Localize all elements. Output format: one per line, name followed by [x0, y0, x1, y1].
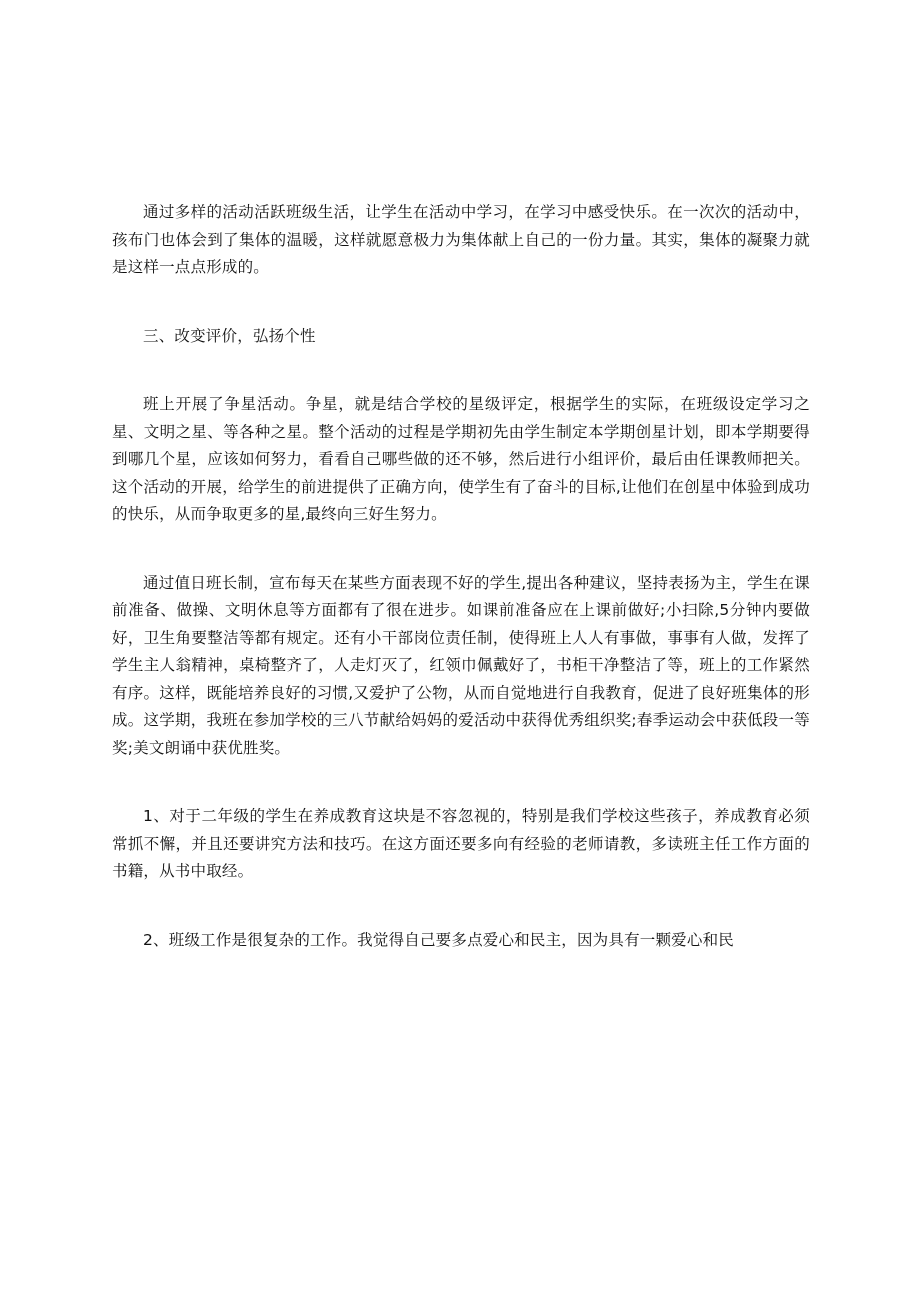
section-heading-evaluation: 三、改变评价，弘扬个性: [143, 326, 316, 345]
paragraph-point-1: 1、对于二年级的学生在养成教育这块是不容忽视的，特别是我们学校这些孩子，养成教育必须常抓不懈，并且还要讲究方法和技巧。在这方面还要多向有经验的老师请教，多读班主任工作方面的书籍，从书中取经。: [112, 807, 810, 880]
paragraph-activities: 通过多样的活动活跃班级生活，让学生在活动中学习，在学习中感受快乐。在一次次的活动中，孩布门也体会到了集体的温暖，这样就愿意极力为集体献上自己的一份力量。其实，集体的凝聚力就是这样一点点形成的。: [112, 203, 810, 276]
paragraph-star-activity: 班上开展了争星活动。争星，就是结合学校的星级评定，根据学生的实际，在班级设定学习之星、文明之星、等各种之星。整个活动的过程是学期初先由学生制定本学期创星计划，即本学期要得到哪几个星，应该如何努力，看看自己哪些做的还不够，然后进行小组评价，最后由任课教师把关。这个活动的开展，给学生的前进提供了正确方向，使学生有了奋斗的目标,让他们在创星中体验到成功的快乐，从而争取更多的星,最终向三好生努力。: [112, 395, 810, 523]
document-body: [112, 199, 810, 995]
paragraph-point-2: 2、班级工作是很复杂的工作。我觉得自己要多点爱心和民主，因为具有一颗爱心和民: [143, 930, 734, 949]
paragraph-duty-monitor: 通过值日班长制，宣布每天在某些方面表现不好的学生,提出各种建议，坚持表扬为主，学生在课前准备、做操、文明休息等方面都有了很在进步。如课前准备应在上课前做好;小扫除,5分钟内要做好，卫生角要整洁等都有规定。还有小干部岗位责任制，使得班上人人有事做，事事有人做，发挥了学生主人翁精神，桌椅整齐了，人走灯灭了，红领巾佩戴好了，书柜干净整洁了等，班上的工作紧然有序。这样，既能培养良好的习惯,又爱护了公物，从而自觉地进行自我教育，促进了良好班集体的形成。这学期，我班在参加学校的三八节献给妈妈的爱活动中获得优秀组织奖;春季运动会中获低段一等奖;美文朗诵中获优胜奖。: [112, 573, 810, 757]
